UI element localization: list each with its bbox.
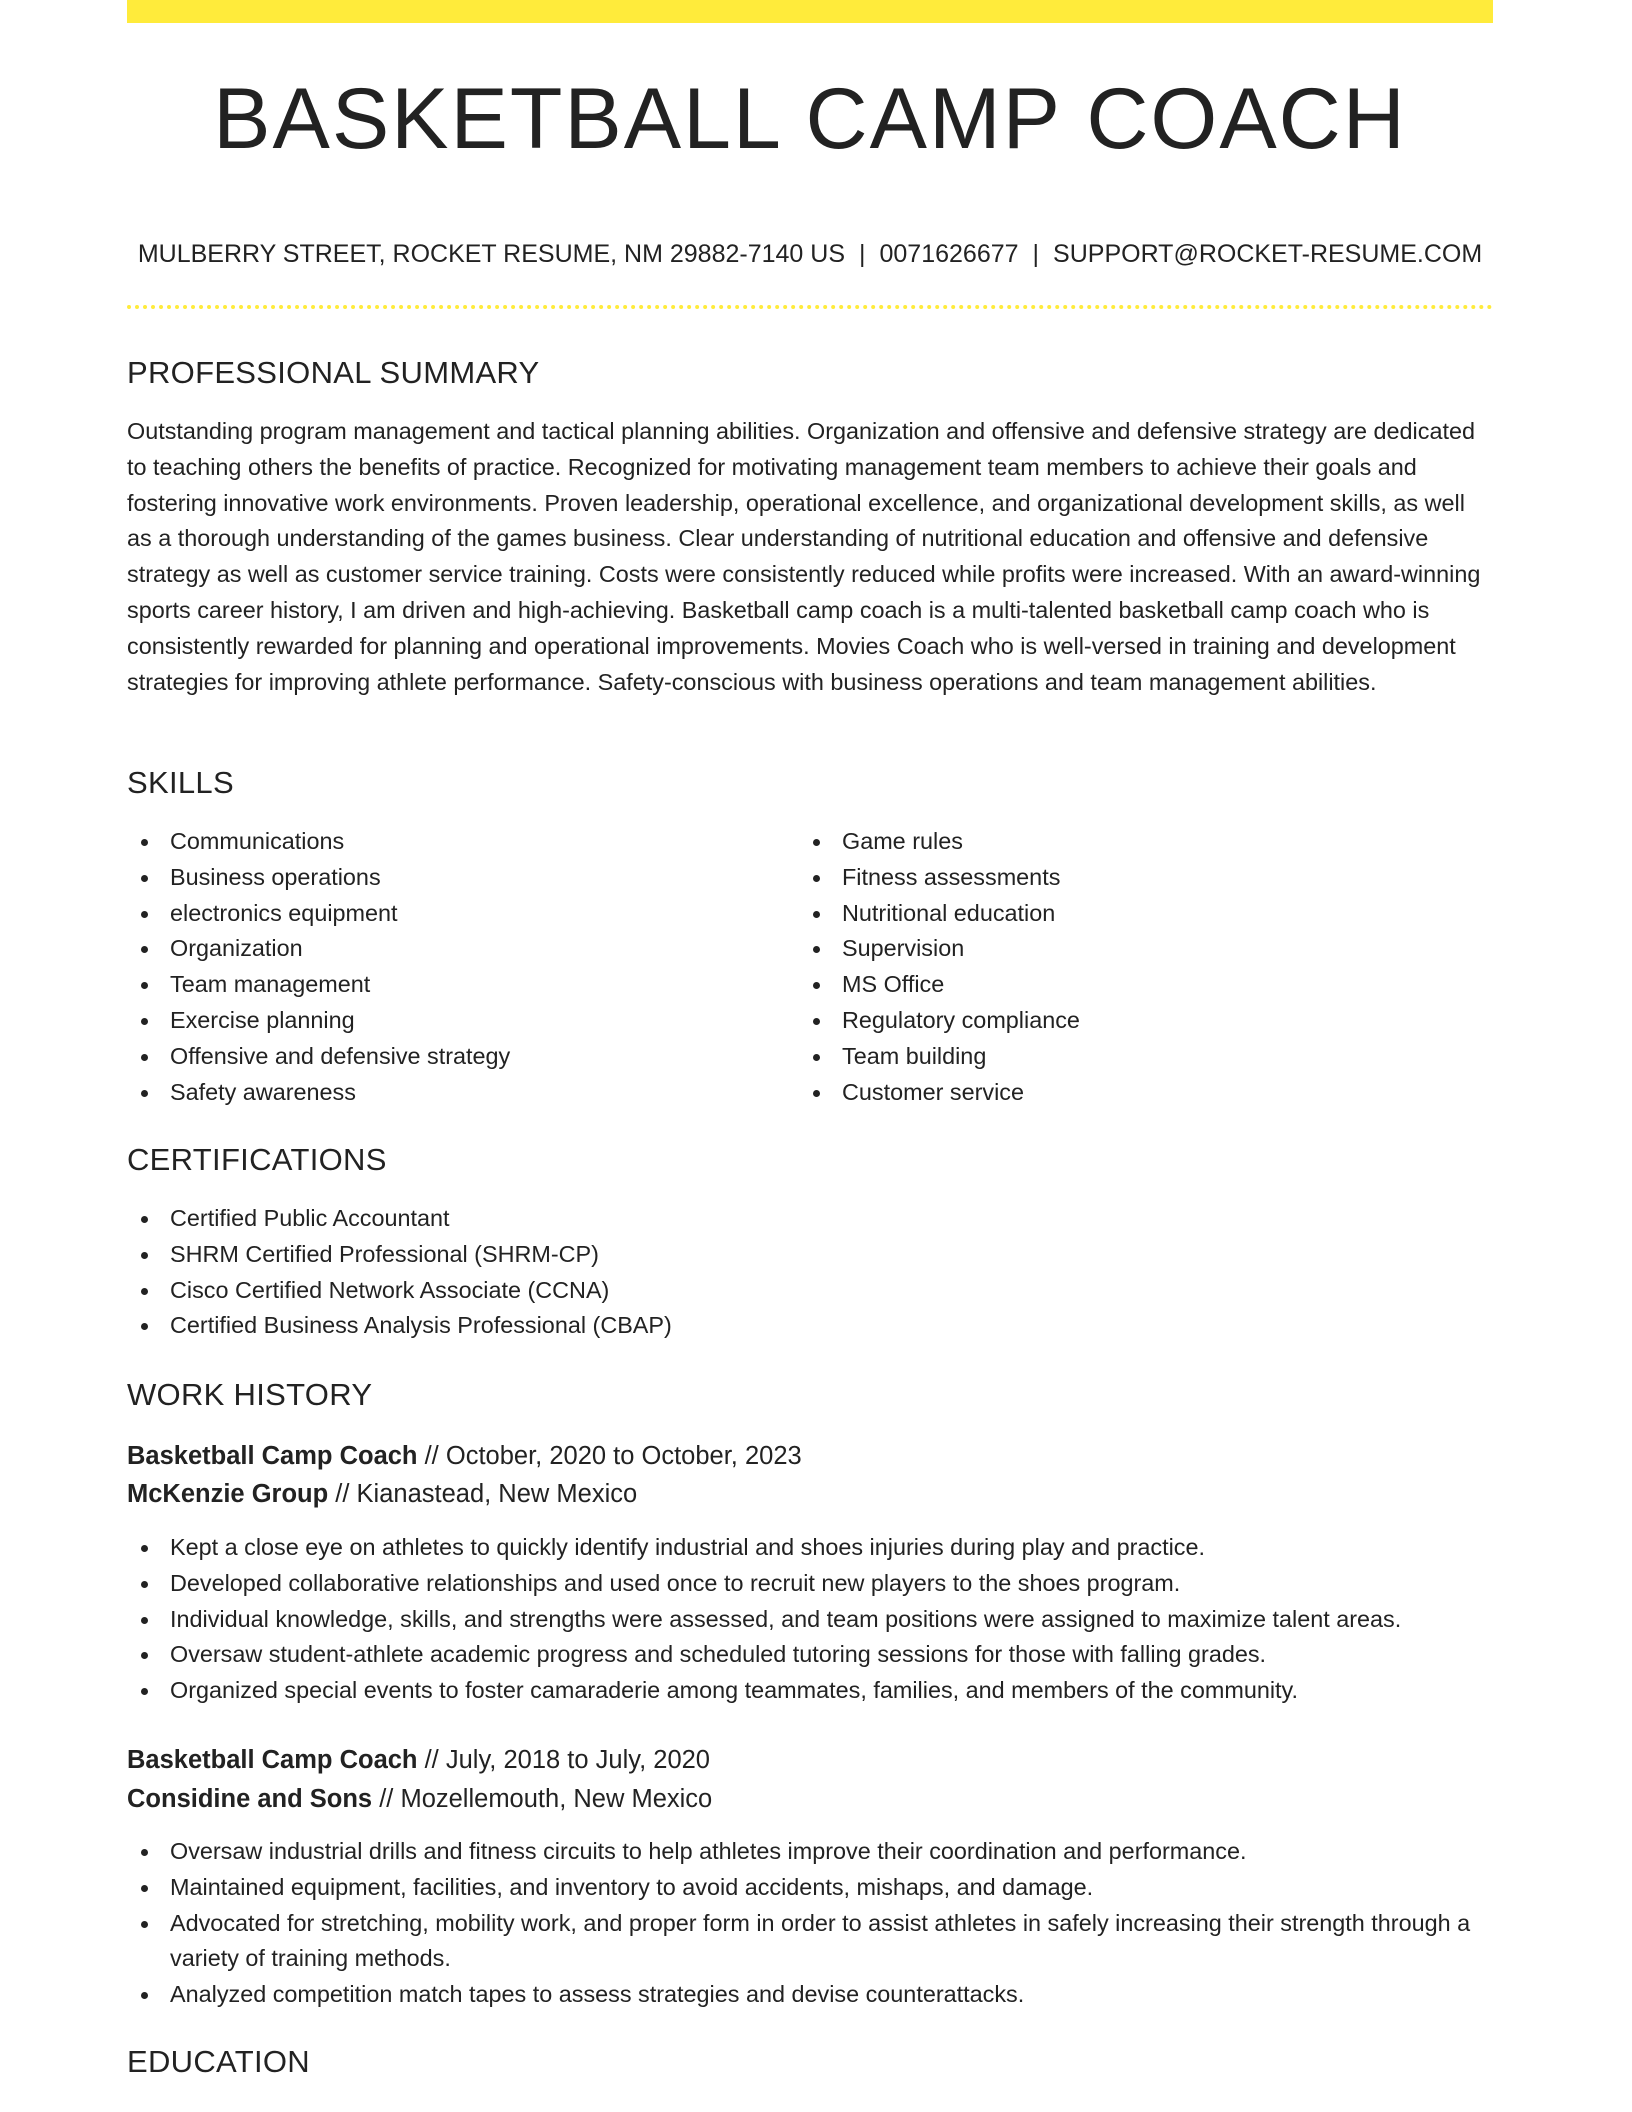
job-location: // Kianastead, New Mexico <box>328 1480 638 1508</box>
skill-item: Fitness assessments <box>799 860 1459 896</box>
candidate-name: BASKETBALL CAMP COACH <box>213 71 1407 167</box>
education-heading: EDUCATION <box>127 2044 310 2079</box>
accent-bar <box>127 0 1493 23</box>
skill-item: electronics equipment <box>127 896 787 932</box>
certification-item: Cisco Certified Network Associate (CCNA) <box>127 1273 1493 1309</box>
skill-item: Nutritional education <box>799 896 1459 932</box>
job-duty-item: Individual knowledge, skills, and strengths were assessed, and team positions were assigned to maximize talent areas. <box>127 1602 1493 1638</box>
job-company: McKenzie Group <box>127 1480 329 1508</box>
job-duty-item: Organized special events to foster camaraderie among teammates, families, and members of the community. <box>127 1673 1493 1709</box>
job-duty-item: Oversaw student-athlete academic progress and scheduled tutoring sessions for those with falling grades. <box>127 1637 1493 1673</box>
skills-list-right <box>799 824 1459 1110</box>
skill-item: Offensive and defensive strategy <box>127 1039 787 1075</box>
job-role: Basketball Camp Coach <box>127 1442 418 1470</box>
certifications-list <box>127 1201 1493 1344</box>
job-role: Basketball Camp Coach <box>127 1746 418 1774</box>
job-duty-item: Oversaw industrial drills and fitness circuits to help athletes improve their coordination and performance. <box>127 1834 1493 1870</box>
summary-text: Outstanding program management and tactical planning abilities. Organization and offensive and defensive strategy are dedicated to teaching others the benefits of practice. Recognized for motivating management team members to achieve their goals and fostering innovative work environments. Proven leadership, operational excellence, and organizational development skills, as well as a thorough understanding of the games business. Clear understanding of nutritional education and offensive and defensive strategy as well as customer service training. Costs were consistently reduced while profits were increased. With an award-winning sports career history, I am driven and high-achieving. Basketball camp coach is a multi-talented basketball camp coach who is consistently rewarded for planning and operational improvements. Movies Coach who is well-versed in training and development strategies for improving athlete performance. Safety-conscious with business operations and team management abilities. <box>127 418 1481 695</box>
job-duties-list <box>127 1834 1493 2013</box>
skill-item: Communications <box>127 824 787 860</box>
skill-item: Supervision <box>799 931 1459 967</box>
summary-heading: PROFESSIONAL SUMMARY <box>127 355 540 390</box>
job-company: Considine and Sons <box>127 1785 373 1813</box>
job-dates: // October, 2020 to October, 2023 <box>417 1442 802 1470</box>
job-company-line <box>127 1780 712 1818</box>
skill-item: MS Office <box>799 967 1459 1003</box>
job-duties-list <box>127 1530 1493 1709</box>
skill-item: Team building <box>799 1039 1459 1075</box>
job-title-line <box>127 1437 802 1475</box>
skill-item: Business operations <box>127 860 787 896</box>
skill-item: Team management <box>127 967 787 1003</box>
skill-item: Customer service <box>799 1075 1459 1111</box>
contact-separator: | <box>859 240 866 268</box>
job-dates: // July, 2018 to July, 2020 <box>417 1746 710 1774</box>
job-location: // Mozellemouth, New Mexico <box>372 1785 713 1813</box>
certification-item: SHRM Certified Professional (SHRM-CP) <box>127 1237 1493 1273</box>
skills-heading: SKILLS <box>127 765 234 800</box>
skill-item: Regulatory compliance <box>799 1003 1459 1039</box>
header-divider <box>127 305 1493 309</box>
certifications-heading: CERTIFICATIONS <box>127 1142 387 1177</box>
contact-separator: | <box>1032 240 1040 268</box>
contact-email: SUPPORT@ROCKET-RESUME.COM <box>1053 240 1483 268</box>
skill-item: Organization <box>127 931 787 967</box>
job-duty-item: Kept a close eye on athletes to quickly identify industrial and shoes injuries during play and practice. <box>127 1530 1493 1566</box>
contact-line <box>127 239 1493 269</box>
work-history-heading: WORK HISTORY <box>127 1377 373 1412</box>
skills-list-left <box>127 824 787 1110</box>
job-duty-item: Analyzed competition match tapes to assess strategies and devise counterattacks. <box>127 1977 1493 2013</box>
certification-item: Certified Business Analysis Professional (CBAP) <box>127 1308 1493 1344</box>
job-company-line <box>127 1475 637 1513</box>
skill-item: Safety awareness <box>127 1075 787 1111</box>
contact-address: MULBERRY STREET, ROCKET RESUME, NM 29882-7140 US <box>137 240 845 268</box>
job-duty-item: Maintained equipment, facilities, and inventory to avoid accidents, mishaps, and damage. <box>127 1870 1493 1906</box>
job-duty-item: Advocated for stretching, mobility work, and proper form in order to assist athletes in safely increasing their strength through a variety of training methods. <box>127 1906 1493 1978</box>
skill-item: Exercise planning <box>127 1003 787 1039</box>
contact-phone: 0071626677 <box>879 240 1019 268</box>
skill-item: Game rules <box>799 824 1459 860</box>
job-title-line <box>127 1741 710 1779</box>
job-duty-item: Developed collaborative relationships and used once to recruit new players to the shoes program. <box>127 1566 1493 1602</box>
certification-item: Certified Public Accountant <box>127 1201 1493 1237</box>
